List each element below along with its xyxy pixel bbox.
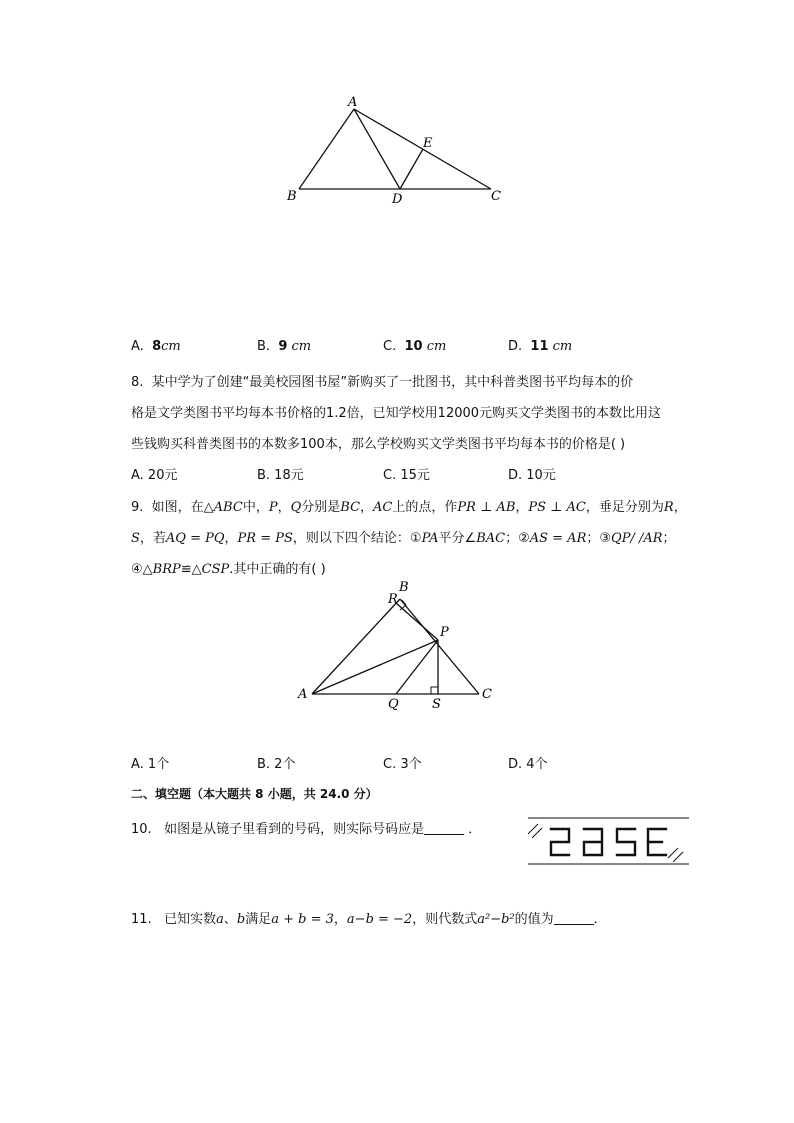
- mirror-number-figure: [524, 812, 692, 868]
- q9-option-d: D. 4个: [508, 757, 548, 772]
- q8-option-a: A. 20元: [131, 468, 178, 483]
- label-d: D: [392, 192, 403, 207]
- q8-line-2: 格是文学类图书平均每本书价格的1.2倍，已知学校用12000元购买文学类图书的本数比用这: [131, 406, 662, 421]
- segment-digit-3: [617, 829, 635, 855]
- q7-option-b: B. 9 cm: [257, 339, 312, 354]
- label-a: A: [348, 95, 358, 110]
- q9-line-1: 9. 如图，在△ABC中，P，Q分别是BC，AC上的点，作PR ⊥ AB，PS ⊥ AC，垂足分别为R，: [131, 500, 687, 515]
- segment-ap: [312, 640, 438, 694]
- q9-option-c: C. 3个: [383, 757, 422, 772]
- answer-blank[interactable]: [424, 822, 464, 835]
- label-e: E: [423, 136, 433, 151]
- label-a: A: [298, 687, 308, 702]
- segment-ab: [312, 599, 400, 694]
- label-r: R: [388, 592, 398, 607]
- label-b: B: [399, 580, 409, 595]
- label-b: B: [287, 189, 297, 204]
- answer-blank[interactable]: [554, 912, 594, 925]
- segment-digit-2: [584, 829, 602, 855]
- q8-option-d: D. 10元: [508, 468, 556, 483]
- q11-line: 11. 已知实数a、b满足a + b = 3，a−b = −2，则代数式a²−b²的值为 ．: [131, 912, 607, 927]
- section-heading: 二、填空题（本大题共 8 小题，共 24.0 分）: [131, 787, 378, 801]
- label-c: C: [482, 687, 492, 702]
- figure-triangle-bpr: [295, 576, 505, 711]
- segment-digit-1: [551, 829, 569, 855]
- q7-option-d: D. 11 cm: [508, 339, 573, 354]
- label-s: S: [432, 697, 441, 711]
- segment-ad: [354, 109, 400, 189]
- segment-bc: [400, 599, 479, 694]
- segment-ab: [299, 109, 354, 189]
- segment-de: [400, 149, 423, 189]
- q8-option-b: B. 18元: [257, 468, 304, 483]
- q9-option-b: B. 2个: [257, 757, 296, 772]
- segment-pq: [396, 640, 438, 694]
- q7-option-a: A. 8cm: [131, 339, 181, 354]
- label-c: C: [491, 189, 501, 204]
- hatch-left-1: [528, 824, 538, 834]
- hatch-right-2: [673, 852, 683, 862]
- q10-line: 10. 如图是从镜子里看到的号码，则实际号码应是 ．: [131, 822, 482, 837]
- q8-line-3: 些钱购买科普类图书的本数多100本，那么学校购买文学类图书平均每本书的价格是( ): [131, 437, 626, 452]
- q7-option-c: C. 10 cm: [383, 339, 447, 354]
- q9-line-3: ④△BRP≌△CSP.其中正确的有( ): [131, 562, 326, 577]
- q8-option-c: C. 15元: [383, 468, 430, 483]
- hatch-right-1: [668, 848, 678, 858]
- q9-line-2: S，若AQ = PQ，PR = PS，则以下四个结论：①PA平分∠BAC；②AS = AR；③QP/ /AR；: [131, 531, 676, 546]
- label-p: P: [440, 625, 449, 640]
- q8-line-1: 8. 某中学为了创建“最美校园图书屋”新购买了一批图书，其中科普类图书平均每本的价: [131, 375, 634, 390]
- q9-option-a: A. 1个: [131, 757, 170, 772]
- right-angle-mark-s: [431, 687, 438, 694]
- hatch-left-2: [532, 828, 542, 838]
- figure-triangle-abc: [280, 90, 510, 210]
- label-q: Q: [388, 697, 399, 711]
